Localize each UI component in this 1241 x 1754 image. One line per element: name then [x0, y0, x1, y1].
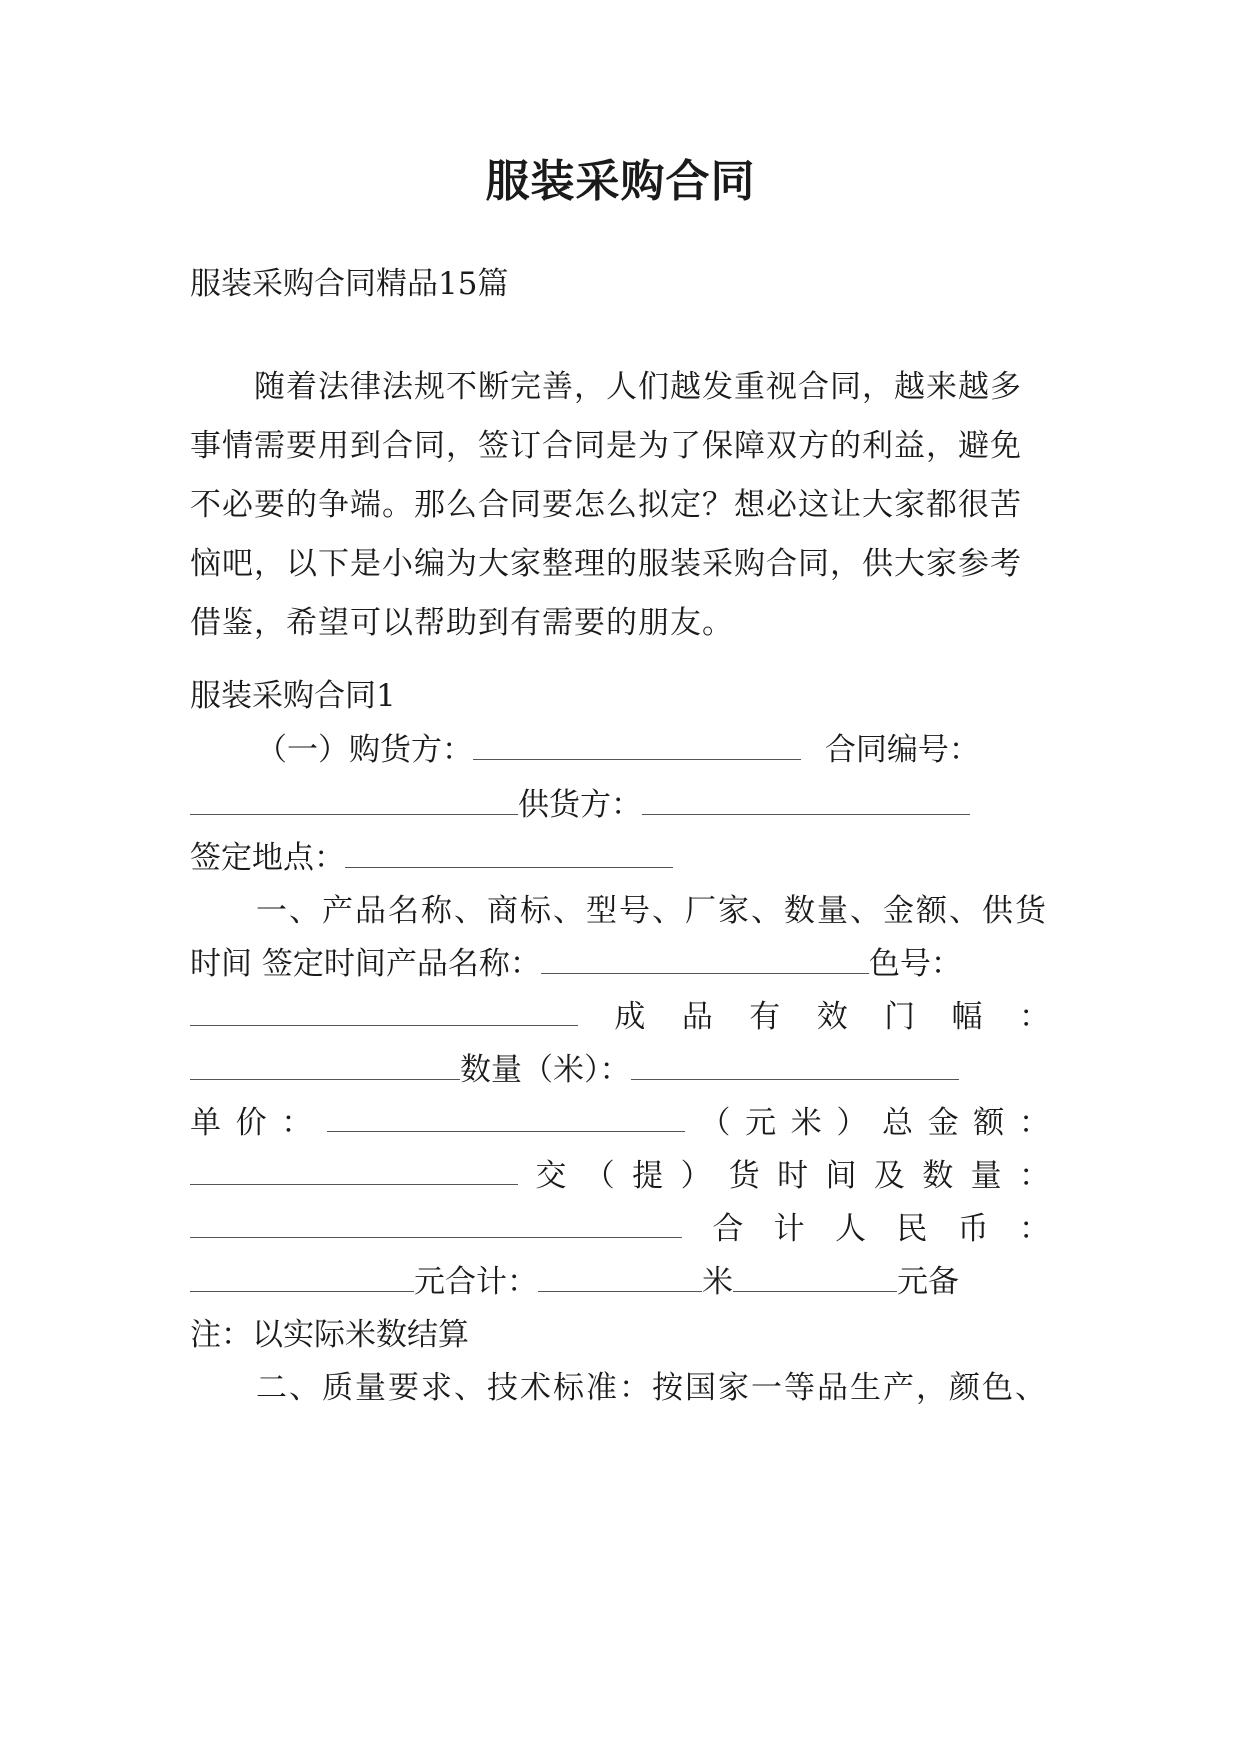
document-title: 服装采购合同 — [485, 156, 756, 207]
delivery-char: 时 — [777, 1158, 809, 1194]
contract-no-blank — [190, 784, 518, 815]
supplier-blank — [642, 784, 970, 815]
buyer-label: （一）购货方： — [256, 732, 473, 768]
delivery-char: ： — [1018, 1158, 1050, 1194]
delivery-char: 提 — [632, 1158, 664, 1194]
meter-label: 米 — [702, 1264, 733, 1300]
rmb-char: 民 — [896, 1211, 928, 1247]
delivery-line — [190, 1154, 1050, 1198]
yuan-blank — [538, 1261, 702, 1292]
price-char: 价 — [235, 1105, 267, 1141]
color-label: 色号： — [868, 946, 962, 982]
clause1-line2 — [190, 942, 1050, 986]
total-char: ） — [836, 1105, 868, 1141]
total-char: ： — [1018, 1105, 1050, 1141]
rmb-blank — [190, 1261, 414, 1292]
buyer-line — [256, 728, 1050, 772]
rmb-line — [190, 1207, 1050, 1251]
remark-head: 元备 — [897, 1264, 959, 1300]
price-char: 单 — [190, 1105, 221, 1141]
supplier-line — [190, 783, 1050, 827]
total-char: 总 — [882, 1105, 913, 1141]
total-char: 金 — [927, 1105, 959, 1141]
clause1-line1: 一、产品名称、商标、型号、厂家、数量、金额、供货 — [256, 893, 1048, 929]
delivery-char: 数 — [922, 1158, 954, 1194]
total-char: 额 — [973, 1105, 1005, 1141]
supplier-label: 供货方： — [518, 787, 642, 823]
contract-no-label: 合同编号： — [824, 732, 980, 768]
width-line — [190, 995, 1050, 1039]
delivery-char: ） — [680, 1158, 712, 1194]
delivery-char: 交 — [535, 1158, 567, 1194]
intro-paragraph: 随着法律法规不断完善，人们越发重视合同，越来越多事情需要用到合同，签订合同是为了保障双方的利益，避免不必要的争端。那么合同要怎么拟定？想必这让大家都很苦恼吧，以下是小编为大家整理的服装采购合同，供大家参考借鉴，希望可以帮助到有需要的朋友。 — [190, 369, 1022, 641]
width-char: 成 — [614, 999, 646, 1035]
price-blank — [327, 1101, 685, 1132]
delivery-char: （ — [583, 1158, 615, 1194]
price-line — [190, 1101, 1050, 1145]
delivery-char: 及 — [873, 1158, 905, 1194]
product-name-label: 时间 签定时间产品名称： — [190, 946, 541, 982]
total-blank — [190, 1154, 518, 1185]
rmb-char: 币 — [957, 1211, 989, 1247]
quantity-line — [190, 1048, 1050, 1092]
delivery-char: 间 — [825, 1158, 857, 1194]
place-blank — [345, 837, 673, 868]
total-char: 米 — [790, 1105, 822, 1141]
color-blank — [190, 995, 578, 1026]
yuan-total-label: 元合计： — [414, 1264, 538, 1300]
total-char: （ — [699, 1105, 731, 1141]
width-char: 效 — [816, 999, 848, 1035]
width-blank — [190, 1049, 460, 1080]
quantity-blank — [631, 1049, 959, 1080]
clause2-line: 二、质量要求、技术标准：按国家一等品生产，颜色、 — [256, 1370, 1048, 1406]
rmb-char: 计 — [773, 1211, 805, 1247]
delivery-char: 量 — [970, 1158, 1002, 1194]
buyer-blank — [473, 729, 801, 760]
product-name-blank — [541, 943, 869, 974]
width-char: ： — [1018, 999, 1050, 1035]
rmb-char: ： — [1018, 1211, 1050, 1247]
delivery-blank — [190, 1207, 682, 1238]
meter-blank — [733, 1261, 897, 1292]
yuan-total-line — [190, 1260, 1050, 1304]
width-char: 品 — [681, 999, 713, 1035]
place-label: 签定地点： — [190, 840, 345, 876]
section-title: 服装采购合同1 — [190, 678, 396, 714]
width-char: 门 — [884, 999, 916, 1035]
width-char: 幅 — [951, 999, 983, 1035]
width-char: 有 — [749, 999, 781, 1035]
place-line — [190, 836, 1050, 880]
rmb-char: 合 — [712, 1211, 744, 1247]
remark-line: 注：以实际米数结算 — [190, 1317, 469, 1353]
price-char: ： — [281, 1105, 313, 1141]
rmb-char: 人 — [834, 1211, 866, 1247]
quantity-label: 数量（米）： — [460, 1052, 631, 1088]
total-char: 元 — [745, 1105, 777, 1141]
document-subtitle: 服装采购合同精品15篇 — [190, 266, 509, 302]
delivery-char: 货 — [728, 1158, 760, 1194]
